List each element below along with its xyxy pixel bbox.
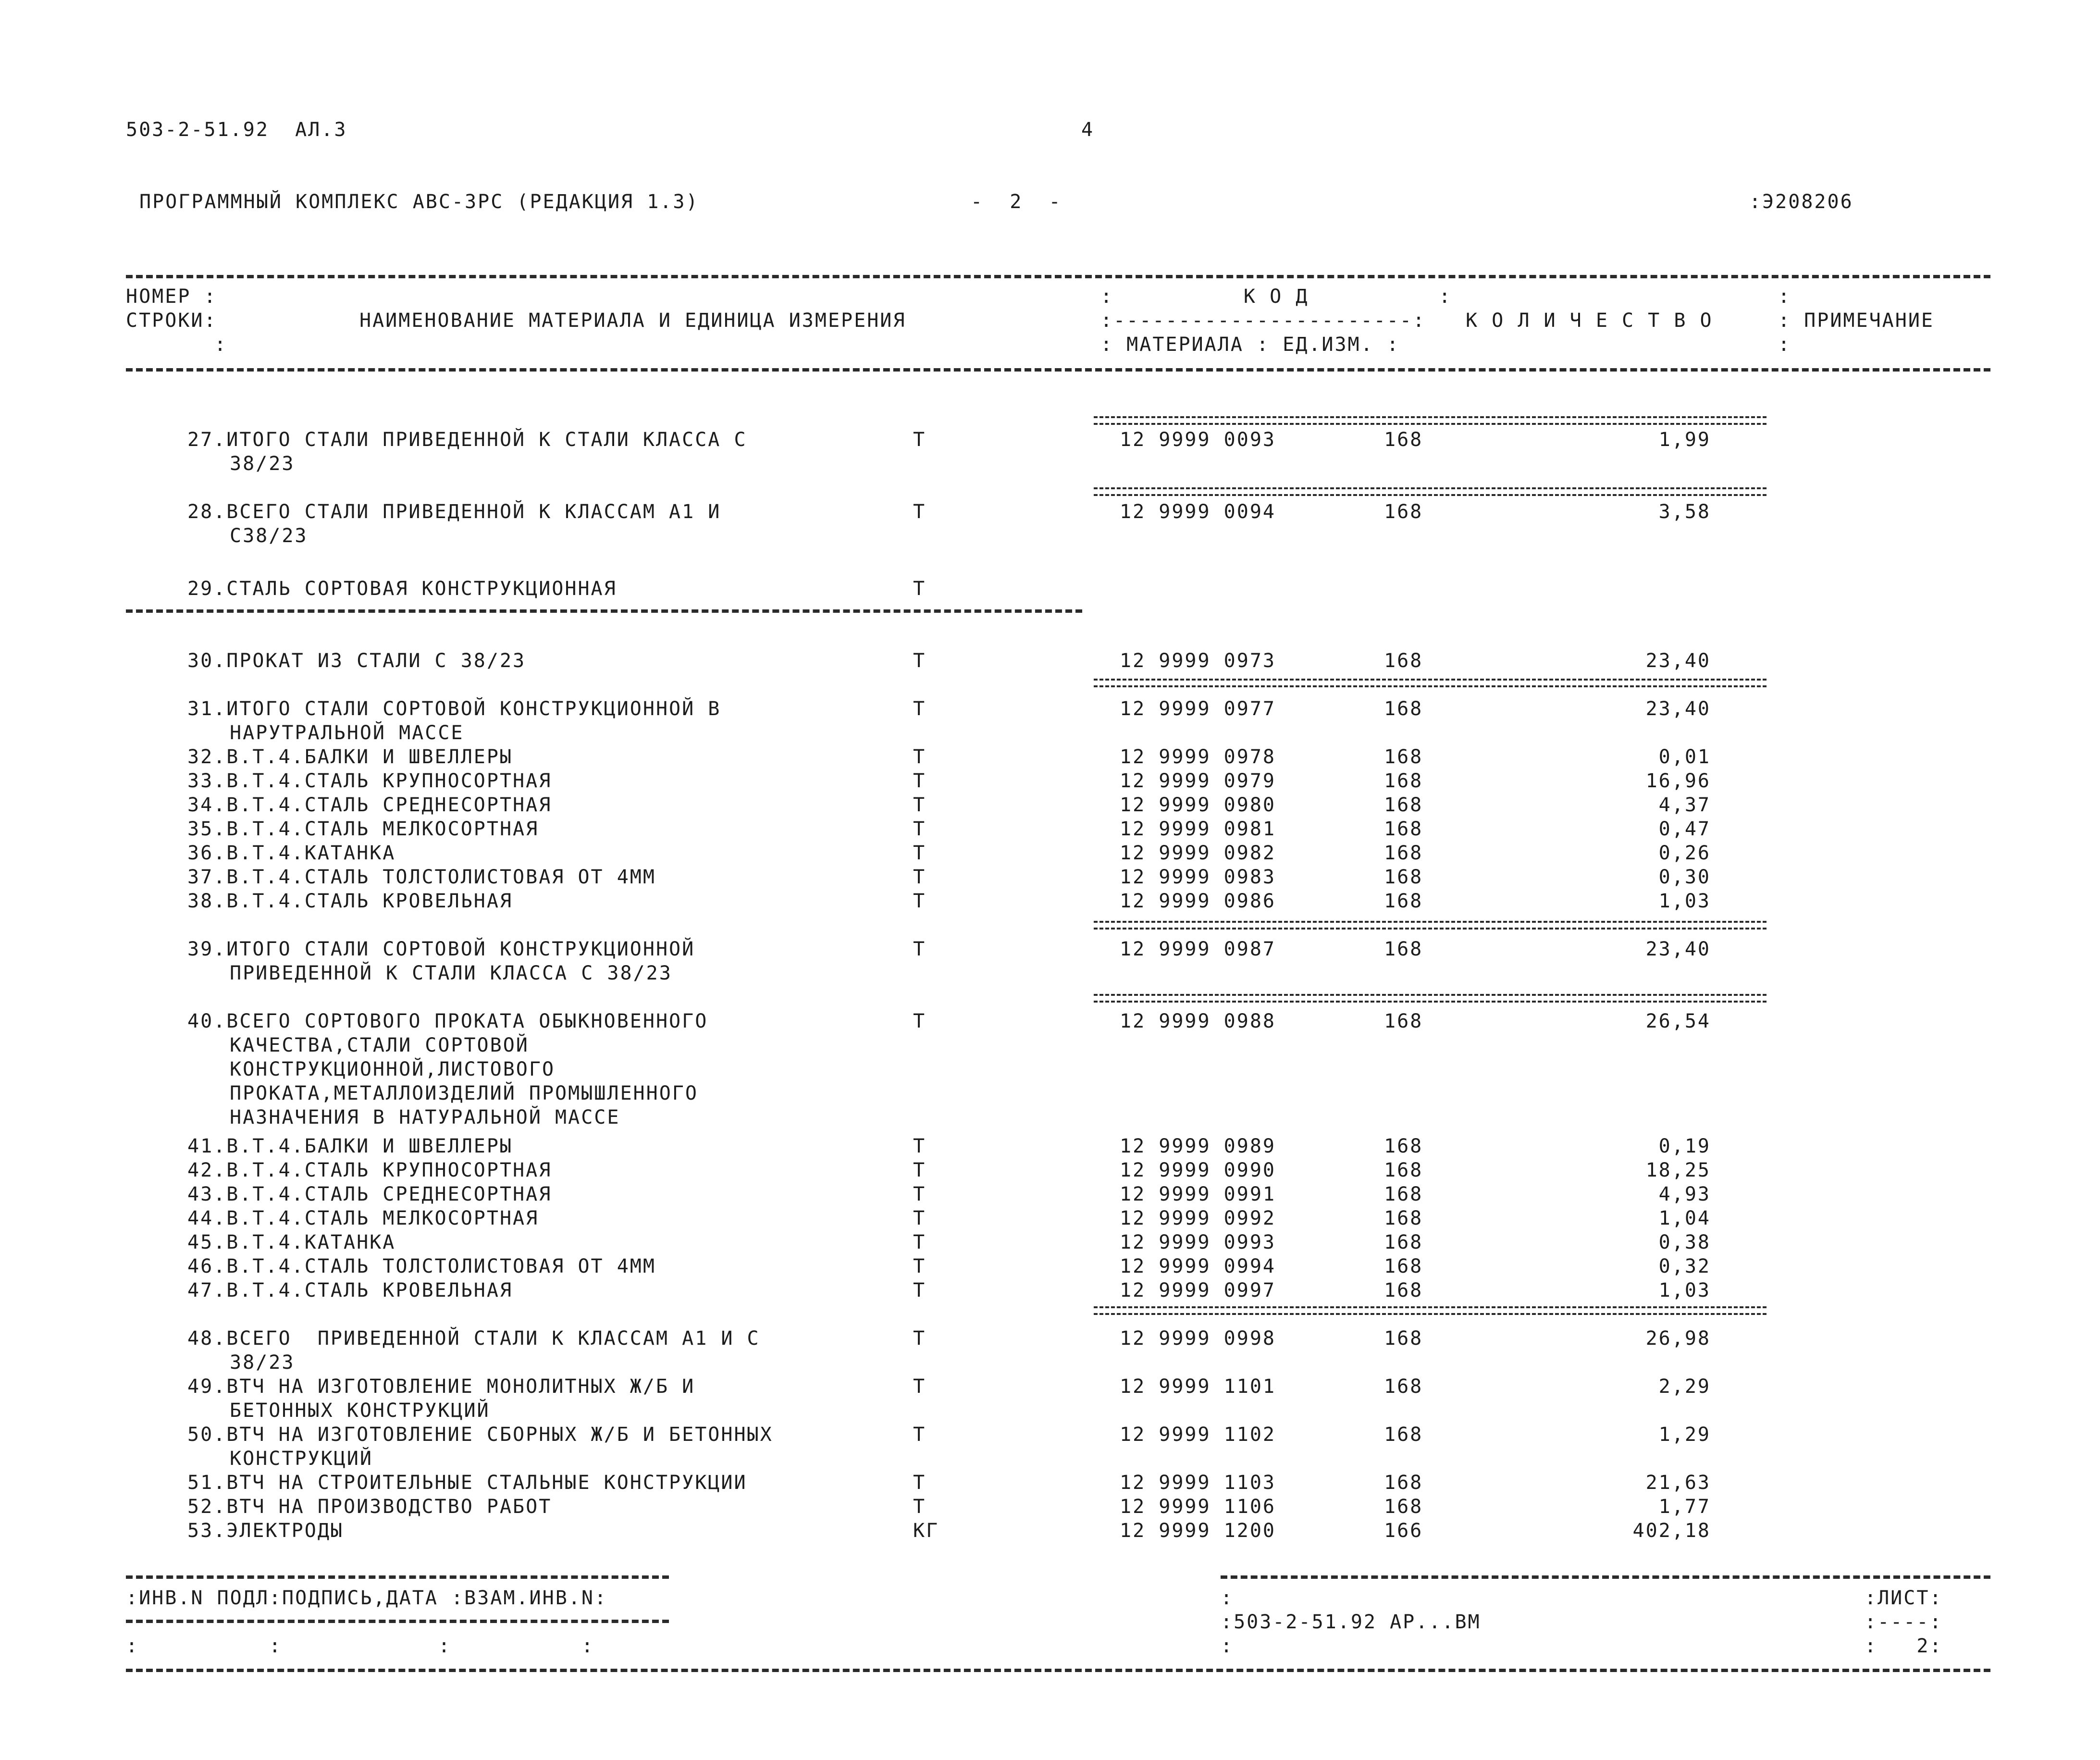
row-name: 31.ИТОГО СТАЛИ СОРТОВОЙ КОНСТРУКЦИОННОЙ В <box>187 698 721 720</box>
row-unit-code: 168 <box>1384 1472 1423 1494</box>
row-name: 49.ВТЧ НА ИЗГОТОВЛЕНИЕ МОНОЛИТНЫХ Ж/Б И <box>187 1376 695 1398</box>
header-code-2: :-----------------------: <box>1100 310 1426 332</box>
row-unit-code: 166 <box>1384 1520 1423 1542</box>
row-unit: Т <box>913 1255 926 1277</box>
row-name-continuation: ПРИВЕДЕННОЙ К СТАЛИ КЛАССА С 38/23 <box>230 962 672 984</box>
doc-ref-sep-top: : <box>1221 1587 1234 1609</box>
row-unit: Т <box>913 698 926 720</box>
section-rule <box>126 609 1082 613</box>
row-unit: Т <box>913 938 926 960</box>
row-name-continuation: ПРОКАТА,МЕТАЛЛОИЗДЕЛИЙ ПРОМЫШЛЕННОГО <box>230 1082 698 1104</box>
row-material-code: 12 9999 0990 <box>1120 1159 1276 1181</box>
row-quantity: 0,01 <box>1658 746 1711 768</box>
row-unit-code: 168 <box>1384 501 1423 523</box>
header-row-no-3: : <box>214 334 228 356</box>
header-bottom-rule <box>126 368 1990 372</box>
row-unit-code: 168 <box>1384 746 1423 768</box>
row-unit: Т <box>913 1010 926 1032</box>
double-rule <box>1094 1306 1766 1315</box>
row-unit-code: 168 <box>1384 1496 1423 1518</box>
page-number: 4 <box>1081 119 1095 141</box>
row-material-code: 12 9999 1102 <box>1120 1424 1276 1446</box>
row-quantity: 1,99 <box>1658 429 1711 451</box>
row-name: 46.В.Т.4.СТАЛЬ ТОЛСТОЛИСТОВАЯ ОТ 4ММ <box>187 1255 656 1277</box>
row-unit: Т <box>913 578 926 600</box>
row-name: 39.ИТОГО СТАЛИ СОРТОВОЙ КОНСТРУКЦИОННОЙ <box>187 938 695 960</box>
row-name: 33.В.Т.4.СТАЛЬ КРУПНОСОРТНАЯ <box>187 770 552 792</box>
row-material-code: 12 9999 0987 <box>1120 938 1276 960</box>
row-name: 35.В.Т.4.СТАЛЬ МЕЛКОСОРТНАЯ <box>187 818 539 840</box>
row-quantity: 16,96 <box>1645 770 1711 792</box>
row-name: 37.В.Т.4.СТАЛЬ ТОЛСТОЛИСТОВАЯ ОТ 4ММ <box>187 866 656 888</box>
row-material-code: 12 9999 0977 <box>1120 698 1276 720</box>
row-material-code: 12 9999 0094 <box>1120 501 1276 523</box>
doc-reference: :503-2-51.92 АР...ВМ <box>1221 1611 1481 1633</box>
double-rule <box>1094 416 1766 425</box>
row-name: 42.В.Т.4.СТАЛЬ КРУПНОСОРТНАЯ <box>187 1159 552 1181</box>
row-unit: КГ <box>913 1520 939 1542</box>
row-unit: Т <box>913 890 926 912</box>
row-material-code: 12 9999 1200 <box>1120 1520 1276 1542</box>
header-quantity-column: К О Л И Ч Е С Т В О <box>1466 310 1713 332</box>
header-note-sep-3: : <box>1778 334 1791 356</box>
row-unit-code: 168 <box>1384 1135 1423 1157</box>
row-unit-code: 168 <box>1384 866 1423 888</box>
row-unit-code: 168 <box>1384 770 1423 792</box>
row-material-code: 12 9999 0093 <box>1120 429 1276 451</box>
row-unit: Т <box>913 1327 926 1350</box>
row-material-code: 12 9999 0993 <box>1120 1231 1276 1253</box>
row-name: 30.ПРОКАТ ИЗ СТАЛИ С 38/23 <box>187 650 526 672</box>
row-quantity: 18,25 <box>1645 1159 1711 1181</box>
sheet-label: :ЛИСТ: <box>1865 1587 1943 1609</box>
row-unit: Т <box>913 1472 926 1494</box>
row-material-code: 12 9999 0979 <box>1120 770 1276 792</box>
program-line: ПРОГРАММНЫЙ КОМПЛЕКС АВС-3РС (РЕДАКЦИЯ 1.3) <box>139 191 699 213</box>
row-unit-code: 168 <box>1384 1231 1423 1253</box>
row-quantity: 0,26 <box>1658 842 1711 864</box>
row-name: 48.ВСЕГО ПРИВЕДЕННОЙ СТАЛИ К КЛАССАМ А1 И С <box>187 1327 760 1350</box>
row-unit: Т <box>913 1376 926 1398</box>
row-quantity: 2,29 <box>1658 1376 1711 1398</box>
header-code-3: : МАТЕРИАЛА : ЕД.ИЗМ. : <box>1100 334 1400 356</box>
row-quantity: 1,29 <box>1658 1424 1711 1446</box>
row-unit-code: 168 <box>1384 1376 1423 1398</box>
row-unit: Т <box>913 770 926 792</box>
row-name: 38.В.Т.4.СТАЛЬ КРОВЕЛЬНАЯ <box>187 890 513 912</box>
row-name-continuation: 38/23 <box>230 453 295 475</box>
row-name-continuation: С38/23 <box>230 525 308 547</box>
row-material-code: 12 9999 0998 <box>1120 1327 1276 1350</box>
row-material-code: 12 9999 0992 <box>1120 1207 1276 1229</box>
row-name: 40.ВСЕГО СОРТОВОГО ПРОКАТА ОБЫКНОВЕННОГО <box>187 1010 708 1032</box>
row-unit: Т <box>913 1183 926 1205</box>
row-unit: Т <box>913 866 926 888</box>
row-name-continuation: НАЗНАЧЕНИЯ В НАТУРАЛЬНОЙ МАССЕ <box>230 1106 620 1128</box>
row-name-continuation: КАЧЕСТВА,СТАЛИ СОРТОВОЙ <box>230 1034 529 1056</box>
row-material-code: 12 9999 0980 <box>1120 794 1276 816</box>
row-name: 45.В.Т.4.КАТАНКА <box>187 1231 396 1253</box>
row-unit-code: 168 <box>1384 842 1423 864</box>
stamp-left-mid-rule <box>126 1620 669 1623</box>
row-unit-code: 168 <box>1384 938 1423 960</box>
row-quantity: 1,03 <box>1658 1279 1711 1301</box>
header-note-column: : ПРИМЕЧАНИЕ <box>1778 310 1934 332</box>
row-unit: Т <box>913 1135 926 1157</box>
header-top-rule <box>126 275 1990 278</box>
row-quantity: 23,40 <box>1645 650 1711 672</box>
row-name: 47.В.Т.4.СТАЛЬ КРОВЕЛЬНАЯ <box>187 1279 513 1301</box>
header-row-no-1: НОМЕР : <box>126 285 217 308</box>
document-code: :Э208206 <box>1749 191 1853 213</box>
row-unit: Т <box>913 1496 926 1518</box>
footer-bottom-rule <box>126 1669 1990 1672</box>
row-quantity: 4,93 <box>1658 1183 1711 1205</box>
sheet-separator: :----: <box>1865 1611 1943 1633</box>
row-quantity: 0,19 <box>1658 1135 1711 1157</box>
row-quantity: 23,40 <box>1645 698 1711 720</box>
row-unit-code: 168 <box>1384 1279 1423 1301</box>
row-material-code: 12 9999 0994 <box>1120 1255 1276 1277</box>
row-name-continuation: БЕТОННЫХ КОНСТРУКЦИЙ <box>230 1400 490 1422</box>
row-unit: Т <box>913 1424 926 1446</box>
row-unit: Т <box>913 1231 926 1253</box>
row-name: 41.В.Т.4.БАЛКИ И ШВЕЛЛЕРЫ <box>187 1135 513 1157</box>
row-unit: Т <box>913 1207 926 1229</box>
row-unit: Т <box>913 429 926 451</box>
row-unit: Т <box>913 794 926 816</box>
row-unit-code: 168 <box>1384 1159 1423 1181</box>
row-name: 36.В.Т.4.КАТАНКА <box>187 842 396 864</box>
row-material-code: 12 9999 0997 <box>1120 1279 1276 1301</box>
row-unit: Т <box>913 1279 926 1301</box>
row-unit: Т <box>913 818 926 840</box>
row-quantity: 1,03 <box>1658 890 1711 912</box>
row-quantity: 4,37 <box>1658 794 1711 816</box>
row-material-code: 12 9999 0978 <box>1120 746 1276 768</box>
page-marker: - 2 - <box>971 191 1062 213</box>
sheet-number: : 2: <box>1865 1635 1943 1657</box>
row-name-continuation: 38/23 <box>230 1351 295 1374</box>
row-name: 27.ИТОГО СТАЛИ ПРИВЕДЕННОЙ К СТАЛИ КЛАССА С <box>187 429 747 451</box>
row-quantity: 0,38 <box>1658 1231 1711 1253</box>
row-quantity: 0,30 <box>1658 866 1711 888</box>
row-quantity: 26,54 <box>1645 1010 1711 1032</box>
row-material-code: 12 9999 0981 <box>1120 818 1276 840</box>
stamp-labels: :ИНВ.N ПОДЛ:ПОДПИСЬ,ДАТА :ВЗАМ.ИНВ.N: <box>126 1587 608 1609</box>
row-name: 52.ВТЧ НА ПРОИЗВОДСТВО РАБОТ <box>187 1496 552 1518</box>
row-name-continuation: КОНСТРУКЦИЙ <box>230 1448 373 1470</box>
header-name-column: НАИМЕНОВАНИЕ МАТЕРИАЛА И ЕДИНИЦА ИЗМЕРЕНИЯ <box>359 310 906 332</box>
row-name: 28.ВСЕГО СТАЛИ ПРИВЕДЕННОЙ К КЛАССАМ А1 И <box>187 501 721 523</box>
row-name: 51.ВТЧ НА СТРОИТЕЛЬНЫЕ СТАЛЬНЫЕ КОНСТРУКЦИИ <box>187 1472 747 1494</box>
row-name: 32.В.Т.4.БАЛКИ И ШВЕЛЛЕРЫ <box>187 746 513 768</box>
row-unit-code: 168 <box>1384 890 1423 912</box>
header-note-sep-1: : <box>1778 285 1791 308</box>
row-name-continuation: НАРУТРАЛЬНОЙ МАССЕ <box>230 722 464 744</box>
row-material-code: 12 9999 1106 <box>1120 1496 1276 1518</box>
row-material-code: 12 9999 0988 <box>1120 1010 1276 1032</box>
stamp-left-top-rule <box>126 1575 669 1579</box>
row-quantity: 21,63 <box>1645 1472 1711 1494</box>
stamp-empty-cells: : : : : <box>126 1635 594 1657</box>
row-quantity: 23,40 <box>1645 938 1711 960</box>
row-material-code: 12 9999 0983 <box>1120 866 1276 888</box>
row-material-code: 12 9999 1101 <box>1120 1376 1276 1398</box>
stamp-right-top-rule <box>1221 1575 1990 1579</box>
row-material-code: 12 9999 0986 <box>1120 890 1276 912</box>
double-rule <box>1094 994 1766 1003</box>
row-material-code: 12 9999 0989 <box>1120 1135 1276 1157</box>
row-unit-code: 168 <box>1384 429 1423 451</box>
row-name: 34.В.Т.4.СТАЛЬ СРЕДНЕСОРТНАЯ <box>187 794 552 816</box>
row-unit: Т <box>913 650 926 672</box>
row-name: 53.ЭЛЕКТРОДЫ <box>187 1520 344 1542</box>
row-name: 43.В.Т.4.СТАЛЬ СРЕДНЕСОРТНАЯ <box>187 1183 552 1205</box>
row-unit-code: 168 <box>1384 698 1423 720</box>
row-unit-code: 168 <box>1384 1207 1423 1229</box>
row-material-code: 12 9999 0982 <box>1120 842 1276 864</box>
row-quantity: 0,47 <box>1658 818 1711 840</box>
row-unit-code: 168 <box>1384 1255 1423 1277</box>
row-unit: Т <box>913 842 926 864</box>
row-unit-code: 168 <box>1384 1010 1423 1032</box>
double-rule <box>1094 921 1766 930</box>
row-name: 29.СТАЛЬ СОРТОВАЯ КОНСТРУКЦИОННАЯ <box>187 578 617 600</box>
row-quantity: 402,18 <box>1632 1520 1711 1542</box>
row-material-code: 12 9999 1103 <box>1120 1472 1276 1494</box>
row-quantity: 1,77 <box>1658 1496 1711 1518</box>
row-quantity: 26,98 <box>1645 1327 1711 1350</box>
doc-ref-sep-bottom: : <box>1221 1635 1234 1657</box>
row-unit-code: 168 <box>1384 1424 1423 1446</box>
header-code-1: : К О Д : <box>1100 285 1452 308</box>
row-material-code: 12 9999 0991 <box>1120 1183 1276 1205</box>
row-unit: Т <box>913 746 926 768</box>
row-unit-code: 168 <box>1384 1327 1423 1350</box>
row-name: 44.В.Т.4.СТАЛЬ МЕЛКОСОРТНАЯ <box>187 1207 539 1229</box>
double-rule <box>1094 487 1766 496</box>
row-material-code: 12 9999 0973 <box>1120 650 1276 672</box>
row-unit-code: 168 <box>1384 650 1423 672</box>
row-name-continuation: КОНСТРУКЦИОННОЙ,ЛИСТОВОГО <box>230 1058 556 1080</box>
row-unit: Т <box>913 1159 926 1181</box>
top-left-code: 503-2-51.92 АЛ.3 <box>126 119 347 141</box>
header-row-no-2: СТРОКИ: <box>126 310 217 332</box>
double-rule <box>1094 679 1766 687</box>
row-name: 50.ВТЧ НА ИЗГОТОВЛЕНИЕ СБОРНЫХ Ж/Б И БЕТОННЫХ <box>187 1424 773 1446</box>
row-quantity: 3,58 <box>1658 501 1711 523</box>
row-quantity: 1,04 <box>1658 1207 1711 1229</box>
row-unit-code: 168 <box>1384 1183 1423 1205</box>
row-quantity: 0,32 <box>1658 1255 1711 1277</box>
row-unit-code: 168 <box>1384 818 1423 840</box>
row-unit-code: 168 <box>1384 794 1423 816</box>
row-unit: Т <box>913 501 926 523</box>
